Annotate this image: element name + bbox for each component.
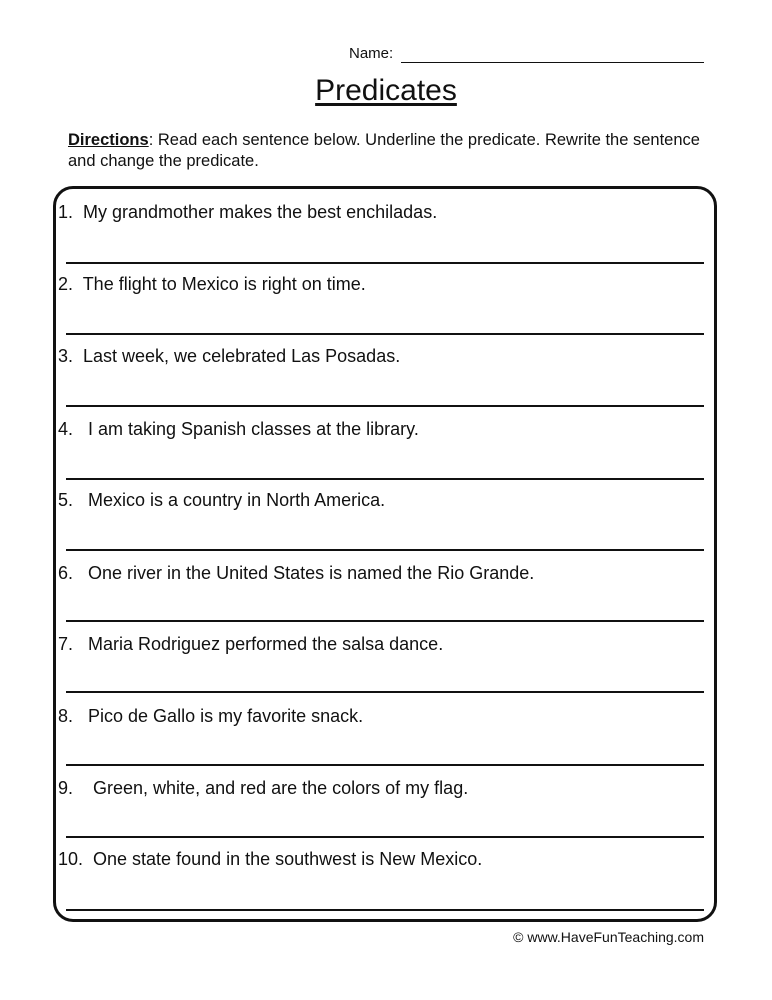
page-title: Predicates	[315, 74, 457, 107]
sentence-item: 2. The flight to Mexico is right on time.	[58, 274, 366, 294]
directions-label: Directions	[68, 131, 149, 149]
name-label: Name:	[349, 45, 394, 62]
directions-text: : Read each sentence below. Underline the predicate. Rewrite the sentence and change the predicate.	[68, 131, 700, 170]
sentence-item: 7. Maria Rodriguez performed the salsa dance.	[58, 634, 444, 654]
answer-line[interactable]	[66, 405, 704, 407]
answer-line[interactable]	[66, 620, 704, 622]
answer-line[interactable]	[66, 333, 704, 335]
sentence-item: 6. One river in the United States is named the Rio Grande.	[58, 563, 535, 583]
name-field-line[interactable]	[401, 62, 704, 63]
sentence-item: 9. Green, white, and red are the colors of my flag.	[58, 778, 469, 798]
answer-line[interactable]	[66, 478, 704, 480]
sentence-item: 4. I am taking Spanish classes at the library.	[58, 419, 419, 439]
copyright-footer: © www.HaveFunTeaching.com	[513, 929, 704, 945]
sentence-item: 5. Mexico is a country in North America.	[58, 490, 386, 510]
answer-line[interactable]	[66, 836, 704, 838]
answer-line[interactable]	[66, 549, 704, 551]
answer-line[interactable]	[66, 764, 704, 766]
sentence-item: 10. One state found in the southwest is New Mexico.	[58, 849, 483, 869]
sentence-item: 1. My grandmother makes the best enchiladas.	[58, 202, 438, 222]
directions	[68, 130, 708, 172]
answer-line[interactable]	[66, 909, 704, 911]
answer-line[interactable]	[66, 691, 704, 693]
answer-line[interactable]	[66, 262, 704, 264]
sentence-item: 8. Pico de Gallo is my favorite snack.	[58, 706, 364, 726]
sentence-item: 3. Last week, we celebrated Las Posadas.	[58, 346, 401, 366]
exercise-box	[53, 186, 717, 922]
